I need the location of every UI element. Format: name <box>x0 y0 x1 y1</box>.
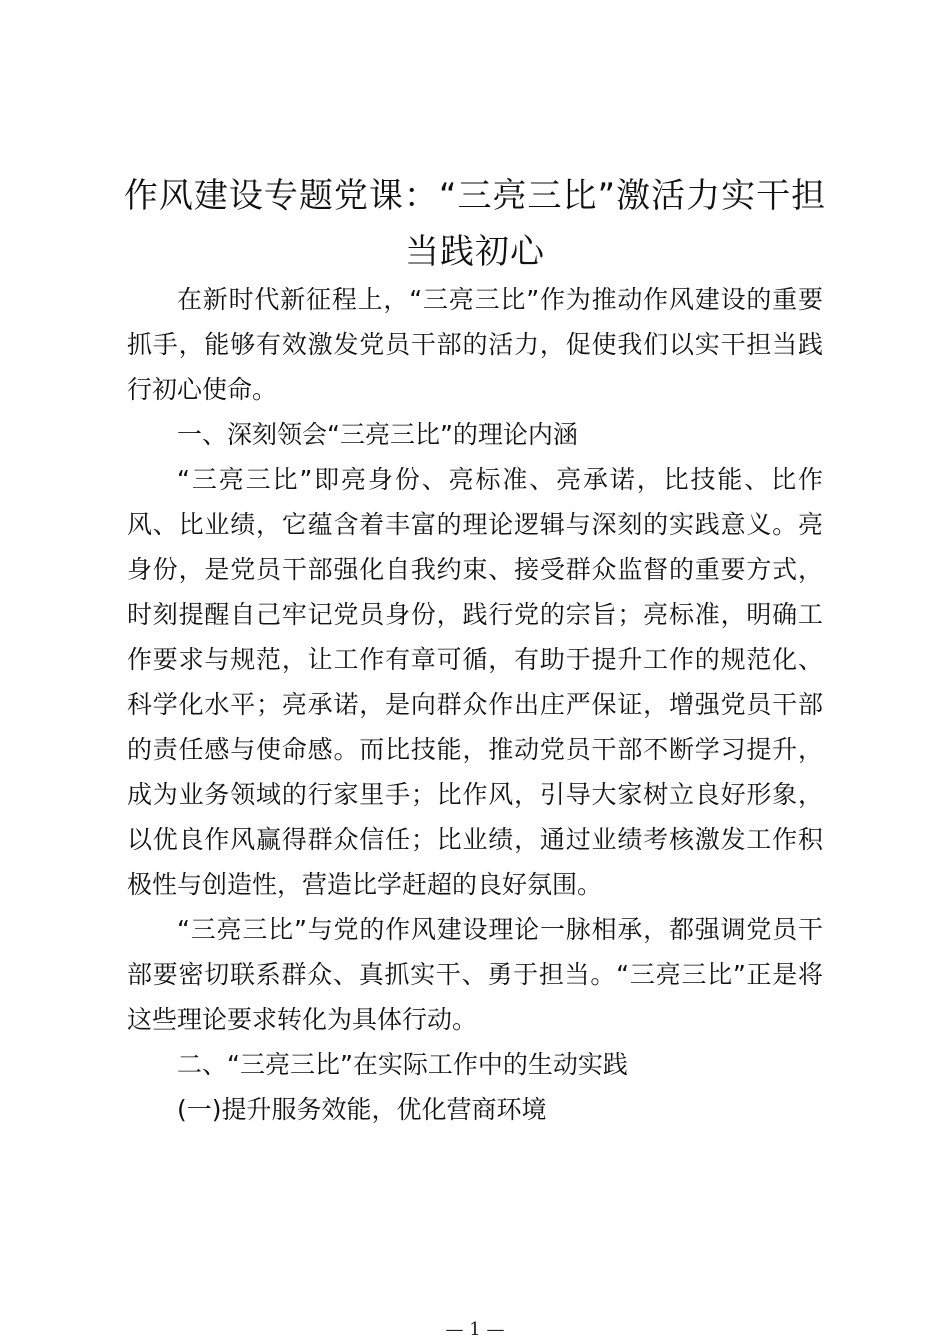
section-heading-2: 二、“三亮三比”在实际工作中的生动实践 <box>177 1050 628 1079</box>
section-heading-1: 一、深刻领会“三亮三比”的理论内涵 <box>177 420 578 449</box>
document-title: 作风建设专题党课：“三亮三比”激活力实干担当践初心 <box>123 176 827 272</box>
subsection-heading-1: (一)提升服务效能，优化营商环境 <box>177 1095 547 1124</box>
document-body <box>127 277 823 1132</box>
paragraph-intro: 在新时代新征程上，“三亮三比”作为推动作风建设的重要抓手，能够有效激发党员干部的活力，促使我们以实干担当践行初心使命。 <box>127 285 823 404</box>
paragraph-theory-2: “三亮三比”与党的作风建设理论一脉相承，都强调党员干部要密切联系群众、真抓实干、勇于担当。“三亮三比”正是将这些理论要求转化为具体行动。 <box>127 915 823 1034</box>
page-number: — 1 — <box>445 1319 505 1340</box>
paragraph-theory: “三亮三比”即亮身份、亮标准、亮承诺，比技能、比作风、比业绩，它蕴含着丰富的理论逻辑与深刻的实践意义。亮身份，是党员干部强化自我约束、接受群众监督的重要方式，时刻提醒自己牢记党员身份，践行党的宗旨；亮标准，明确工作要求与规范，让工作有章可循，有助于提升工作的规范化、科学化水平；亮承诺，是向群众作出庄严保证，增强党员干部的责任感与使命感。而比技能，推动党员干部不断学习提升，成为业务领域的行家里手；比作风，引导大家树立良好形象，以优良作风赢得群众信任；比业绩，通过业绩考核激发工作积极性与创造性，营造比学赶超的良好氛围。 <box>127 465 823 899</box>
